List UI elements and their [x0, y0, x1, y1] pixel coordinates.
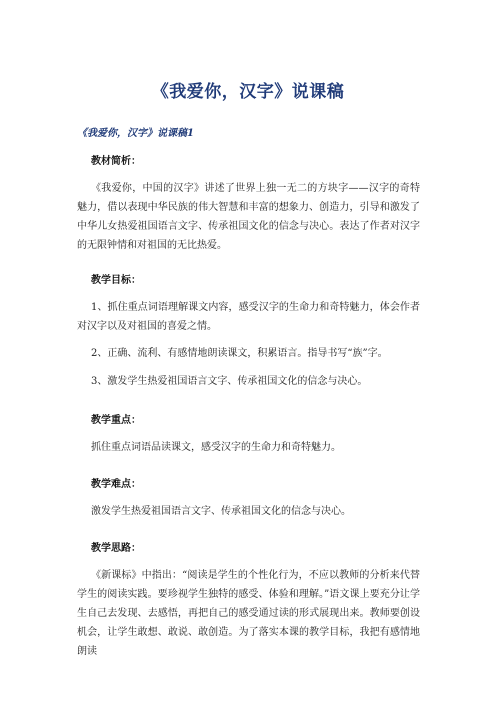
goal-item-3: 3、激发学生热爱祖国语言文字、传承祖国文化的信念与决心。 [91, 376, 368, 387]
key-heading: 教学重点： [91, 415, 141, 426]
intro-heading: 教材简析： [91, 156, 141, 167]
difficulty-heading: 教学难点： [91, 479, 141, 490]
section-subtitle: 《我爱你，汉字》说课稿1 [77, 128, 194, 139]
goals-heading: 教学目标： [91, 275, 141, 286]
approach-heading: 教学思路： [91, 543, 141, 554]
difficulty-text: 激发学生热爱祖国语言文字、传承祖国文化的信念与决心。 [91, 506, 351, 517]
goal-item-2: 2、正确、流利、有感情地朗读课文，积累语言。指导书写“族”字。 [91, 348, 388, 359]
approach-paragraph: 《新课标》中指出：“阅读是学生的个性化行为，不应以教师的分析来代替学生的阅读实践。要珍视学生独特的感受、体验和理解。”语文课上要充分让学生自己去发现、去感悟，再把自己的感受通过读的形式展现出来。教师要创设机会，让学生敢想、敢说、敢创造。为了落实本课的教学目标，我把有感情地朗读 [77, 570, 420, 657]
page-title: 《我爱你，汉字》说课稿 [151, 82, 345, 102]
intro-paragraph: 《我爱你，中国的汉字》讲述了世界上独一无二的方块字——汉字的奇特魅力，借以表现中华民族的伟大智慧和丰富的想象力、创造力，引导和激发了中华儿女热爱祖国语言文字、传承祖国文化的信念与决心。表达了作者对汉字的无限钟情和对祖国的无比热爱。 [77, 183, 420, 251]
key-text: 抓住重点词语品读课文，感受汉字的生命力和奇特魅力。 [91, 442, 341, 453]
goal-item-1: 1、抓住重点词语理解课文内容，感受汉字的生命力和奇特魅力，体会作者对汉字以及对祖国的喜爱之情。 [77, 302, 420, 332]
